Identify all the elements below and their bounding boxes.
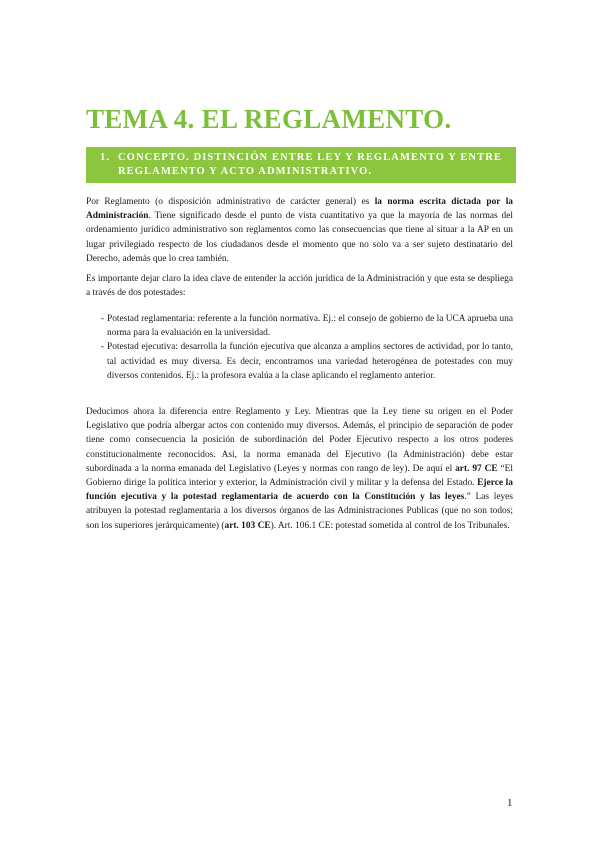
section-heading-line1: CONCEPTO. DISTINCIÓN ENTRE LEY Y REGLAMENTO Y ENTRE [118, 152, 502, 163]
list-item-text: Potestad ejecutiva: desarrolla la función ejecutiva que alcanza a amplios sectores de actividad, por lo tanto, tal actividad es muy diversa. Es decir, encontramos una variedad heterogénea de potestades con muy diversos contenidos. Ej.: la profesora evalúa a la clase aplicando el reglamento anterior. [107, 342, 513, 381]
paragraph-ley-reglamento [86, 405, 513, 533]
section-number: 1. [100, 152, 111, 163]
p3-text-4: ). Art. 106.1 CE: potestad sometida al control de los Tribunales. [270, 520, 510, 531]
p3-bold-1: art. 97 CE [455, 463, 498, 474]
section-heading-line2: REGLAMENTO Y ACTO ADMINISTRATIVO. [118, 166, 373, 177]
p1-text-2: . Tiene significado desde el punto de vista cuantitativo ya que la mayoría de las normas del ordenamiento jurídico administrativo son reglamentos como las consecuencias que tiene al situar a la AP en un lugar privilegiado respecto de los ciudadanos desde el momento que no solo va a ser sujeto destinatario del Derecho, además que lo crea también. [86, 211, 513, 264]
list-item [86, 340, 513, 383]
p3-text-3: .” Las leyes atribuyen la potestad reglamentaria a los diversos órganos de las Administraciones Publicas (que no son todos; son los superiores jerárquicamente) ( [86, 492, 513, 531]
p3-text-1: Deducimos ahora la diferencia entre Reglamento y Ley. Mientras que la Ley tiene su origen en el Poder Legislativo que podría albergar actos con contenido muy diversos. Además, el principio de separación de poder tiene como consecuencia la posición de subordinación del Poder Ejecutivo respecto a los otros poderes constitucionalmente reconocidos. Así, la norma emanada del Ejecutivo (la Administración) debe estar subordinada a la norma emanada del Legislativo (Leyes y normas con rango de ley). De aquí el [86, 407, 513, 474]
bullet-dash: - [100, 314, 104, 324]
page-title: TEMA 4. EL REGLAMENTO. [86, 104, 452, 134]
paragraph-definition [86, 195, 513, 266]
section-heading [86, 147, 516, 183]
p1-bold-1: la norma escrita dictada por la Administración [86, 197, 513, 222]
paragraph-potestades-intro: Es importante dejar claro la idea clave de entender la acción jurídica de la Administración y que esta se despliega a través de dos potestades: [86, 274, 513, 299]
p3-bold-2: Ejerce la función ejecutiva y la potestad reglamentaria de acuerdo con la Constitución y las leyes [86, 478, 513, 503]
p3-text-2: “El Gobierno dirige la política interior y exterior, la Administración civil y militar y la defensa del Estado. [86, 463, 513, 489]
list-item-text: Potestad reglamentaria: referente a la función normativa. Ej.: el consejo de gobierno de la UCA aprueba una norma para la evaluación en la universidad. [107, 314, 513, 339]
bullet-dash: - [100, 342, 104, 353]
p1-text-1: Por Reglamento (o disposición administrativo de carácter general) es [86, 197, 375, 207]
p3-bold-3: art. 103 CE [224, 520, 271, 531]
list-item [86, 312, 513, 340]
page-number: 1 [507, 797, 513, 809]
potestades-list [86, 312, 513, 383]
